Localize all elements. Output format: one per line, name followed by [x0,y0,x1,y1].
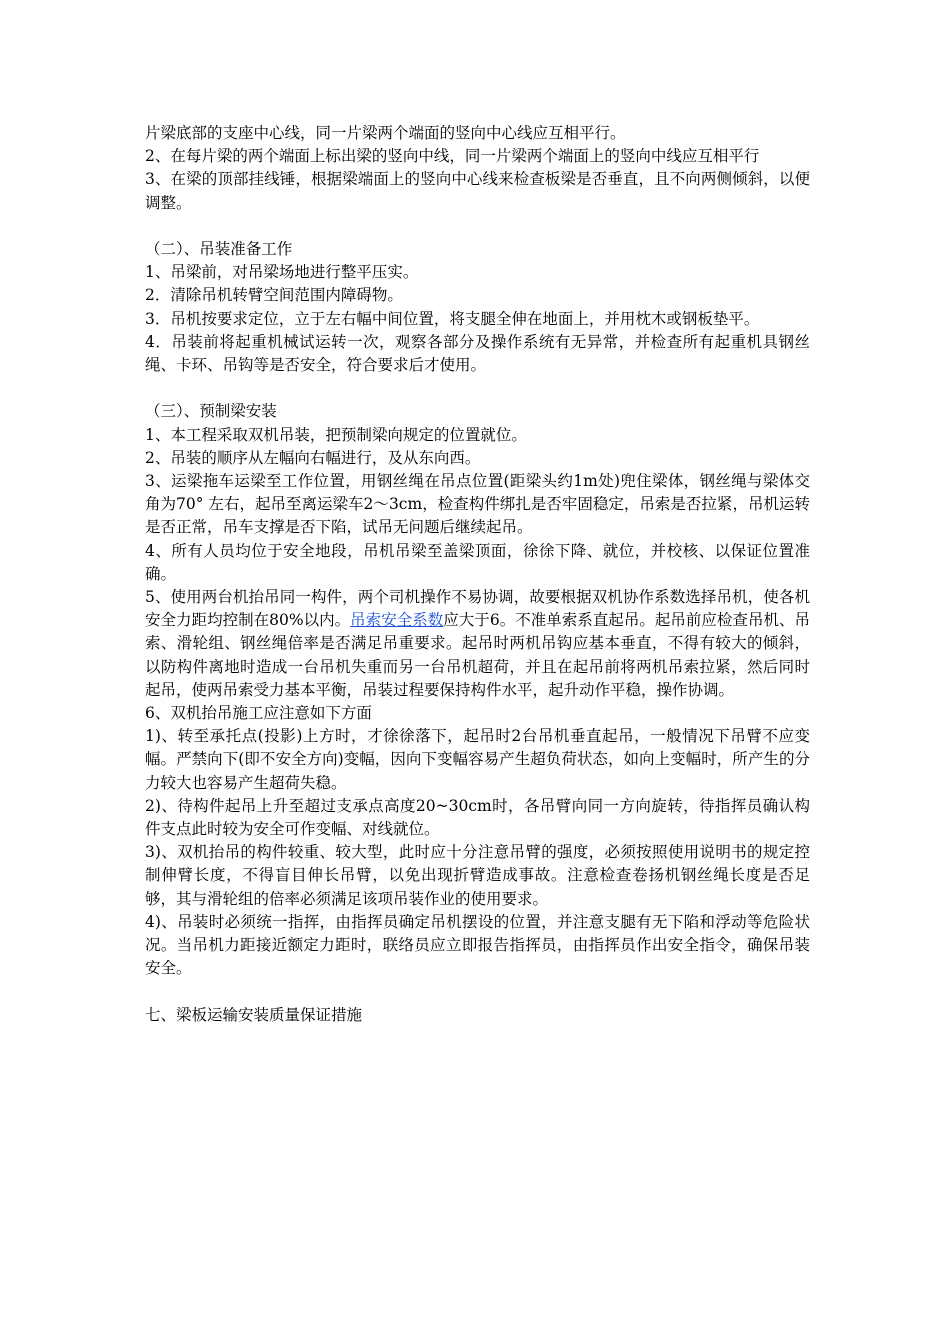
paragraph-gap [145,377,810,400]
sling-safety-factor-link[interactable]: 吊索安全系数 [350,611,444,630]
paragraph-intro-continuation: 片梁底部的支座中心线，同一片梁两个端面的竖向中心线应互相平行。 [145,124,626,142]
paragraph-subitem-3: 3)、双机抬吊的构件较重、较大型，此时应十分注意吊臂的强度，必须按照使用说明书的规定控制伸臂长度，不得盲目伸长吊臂，以免出现折臂造成事故。注意检查卷扬机钢丝绳长度是否足够，其与滑轮组的倍率必须满足该项吊装作业的使用要求。 [145,843,810,908]
paragraph-install-5 [145,586,810,702]
paragraph-install-1: 1、本工程采取双机吊装，把预制梁向规定的位置就位。 [145,425,527,444]
paragraph-prep-4: 4．吊装前将起重机械试运转一次，观察各部分及操作系统有无异常，并检查所有起重机具钢丝绳、卡环、吊钩等是否安全，符合要求后才使用。 [145,332,810,375]
paragraph-prep-2: 2．清除吊机转臂空间范围内障碍物。 [145,286,403,305]
paragraph-install-6: 6、双机抬吊施工应注意如下方面 [145,704,372,723]
paragraph-install-5-text-after: 应大于6。不准单索系直起吊。起吊前应检查吊机、吊索、滑轮组、钢丝绳倍率是否满足吊重要求。起吊时两机吊钩应基本垂直，不得有较大的倾斜，以防构件离地时造成一台吊机失重而另一台吊机超荷，并且在起吊前将两机吊索拉紧，然后同时起吊，使两吊索受力基本平衡，吊装过程要保持构件水平，起升动作平稳，操作协调。 [145,611,810,699]
paragraph-prep-1: 1、吊梁前，对吊梁场地进行整平压实。 [145,263,419,282]
section-heading-lifting-preparation: （二）、吊装准备工作 [145,240,293,258]
paragraph-gap [145,215,810,238]
paragraph-install-4: 4、所有人员均位于安全地段，吊机吊梁至盖梁顶面，徐徐下降、就位，并校核、以保证位置准确。 [145,541,810,583]
paragraph-subitem-4: 4)、吊装时必须统一指挥，由指挥员确定吊机摆设的位置，并注意支腿有无下陷和浮动等危险状况。当吊机力距接近额定力距时，联络员应立即报告指挥员，由指挥员作出安全指令，确保吊装安全。 [145,912,810,978]
document-page [145,122,810,1027]
section-heading-beam-installation: （三）、预制梁安装 [145,402,277,421]
paragraph-intro-2: 2、在每片梁的两个端面上标出梁的竖向中线，同一片梁两个端面上的竖向中线应互相平行 [145,147,760,166]
paragraph-intro-3: 3、在梁的顶部挂线锤，根据梁端面上的竖向中心线来检查板梁是否垂直，且不向两侧倾斜，以便调整。 [145,170,810,212]
paragraph-prep-3: 3．吊机按要求定位，立于左右幅中间位置，将支腿全伸在地面上，并用枕木或钢板垫平。 [145,309,760,328]
paragraph-install-2: 2、吊装的顺序从左幅向右幅进行，及从东向西。 [145,448,481,467]
paragraph-install-3: 3、运梁拖车运梁至工作位置，用钢丝绳在吊点位置(距梁头约1m处)兜住梁体，钢丝绳与梁体交角为70° 左右，起吊至离运梁车2～3cm，检查构件绑扎是否牢固稳定，吊索是否拉紧，吊机运转是否正常，吊车支撑是否下陷，试吊无问题后继续起吊。 [145,472,810,537]
paragraph-gap [145,980,810,1003]
section-heading-quality-measures: 七、梁板运输安装质量保证措施 [145,1005,363,1024]
paragraph-subitem-2: 2)、待构件起吊上升至超过支承点高度20~30cm时，各吊臂向同一方向旋转，待指挥员确认构件支点此时较为安全可作变幅、对线就位。 [145,796,810,839]
paragraph-install-5-text-before: 5、使用两台机抬吊同一构件，两个司机操作不易协调，故要根据双机协作系数选择吊机，使各机安全力距均控制在80%以内。 [145,588,810,630]
paragraph-subitem-1: 1)、转至承托点(投影)上方时，才徐徐落下，起吊时2台吊机垂直起吊，一般情况下吊臂不应变幅。严禁向下(即不安全方向)变幅，因向下变幅容易产生超负荷状态，如向上变幅时，所产生的分力较大也容易产生超荷失稳。 [145,727,810,792]
